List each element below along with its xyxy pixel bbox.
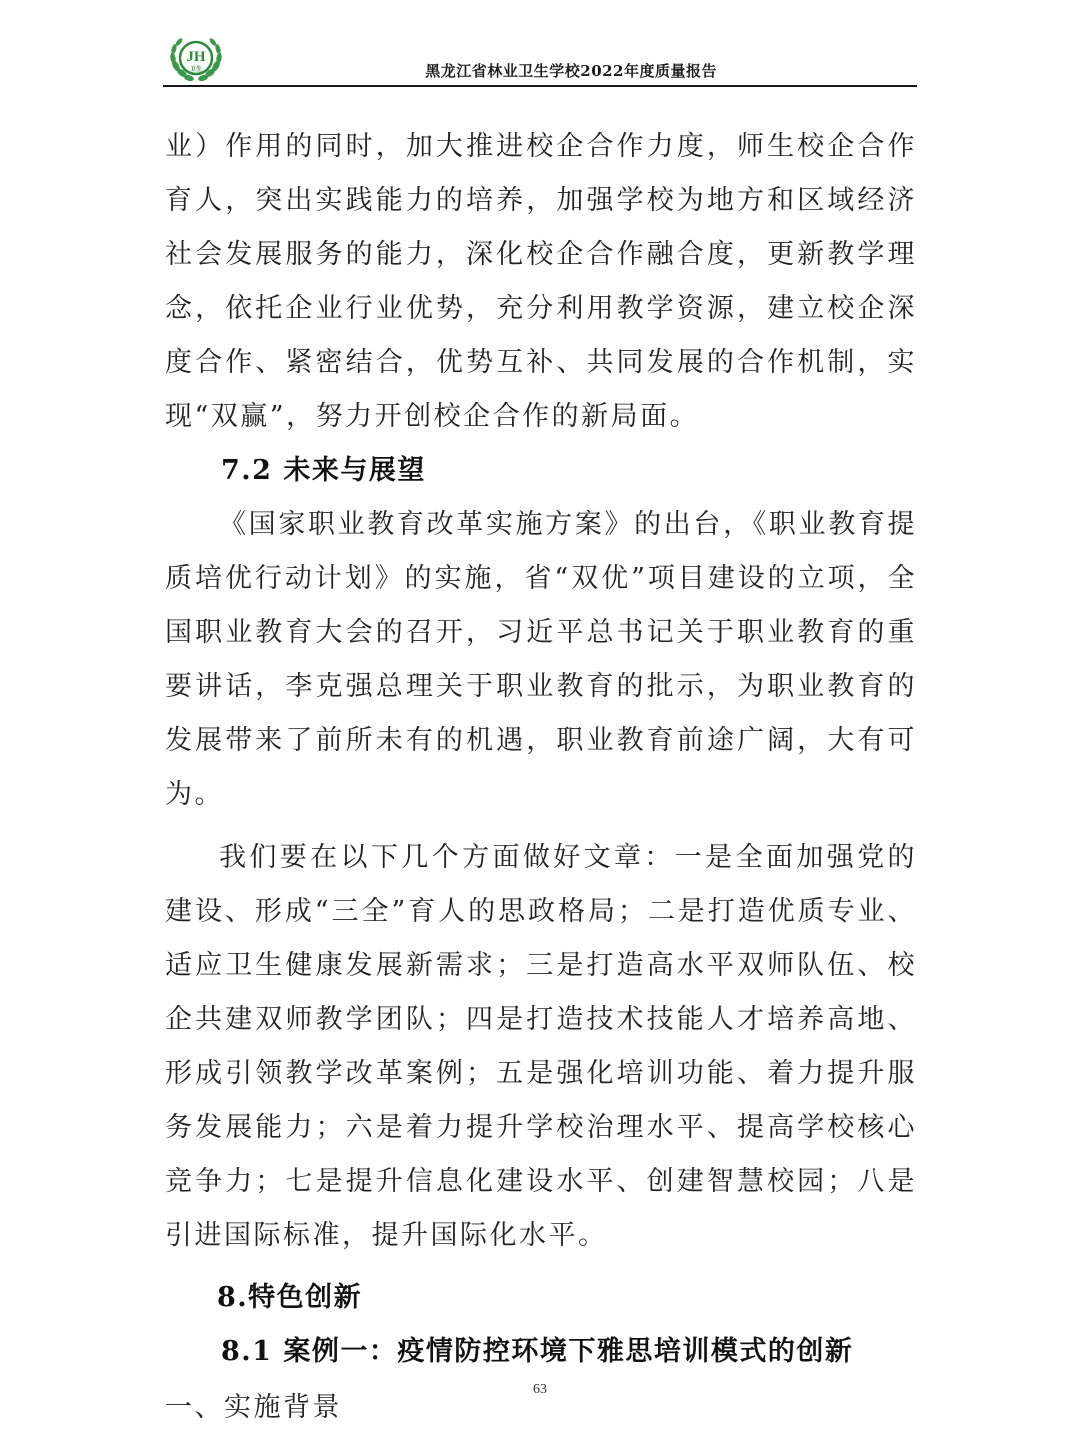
paragraph-school-enterprise: 业）作用的同时，加大推进校企合作力度，师生校企合作育人，突出实践能力的培养，加强学校为地方和区域经济社会发展服务的能力，深化校企合作融合度，更新教学理念，依托企业行业优势，充分利用教学资源，建立校企深度合作、紧密结合，优势互补、共同发展的合作机制，实现“双赢”，努力开创校企合作的新局面。	[165, 131, 917, 432]
paragraph-outlook: 《国家职业教育改革实施方案》的出台，《职业教育提质培优行动计划》的实施，省“双优”项目建设的立项，全国职业教育大会的召开，习近平总书记关于职业教育的重要讲话，李克强总理关于职业教育的批示，为职业教育的发展带来了前所未有的机遇，职业教育前途广阔，大有可为。	[165, 509, 917, 810]
report-title: 黑龙江省林业卫生学校2022年度质量报告	[425, 62, 717, 80]
subheading-background: 一、实施背景	[165, 1392, 342, 1423]
school-logo-emblem	[167, 32, 225, 86]
page-body	[165, 120, 917, 1435]
header-divider	[163, 85, 917, 87]
page-number: 63	[533, 1382, 547, 1397]
page-header	[163, 30, 917, 88]
section-heading-8: 8.特色创新	[217, 1282, 363, 1313]
section-heading-7-2: 7.2 未来与展望	[221, 455, 426, 486]
logo-monogram: JH	[186, 49, 206, 65]
logo-caption: 卫生	[189, 66, 203, 73]
paragraph-tasks: 我们要在以下几个方面做好文章：一是全面加强党的建设、形成“三全”育人的思政格局；二是打造优质专业、适应卫生健康发展新需求；三是打造高水平双师队伍、校企共建双师教学团队；四是打造技术技能人才培养高地、形成引领教学改革案例；五是强化培训功能、着力提升服务发展能力；六是着力提升学校治理水平、提高学校核心竞争力；七是提升信息化建设水平、创建智慧校园；八是引进国际标准，提升国际化水平。	[165, 842, 917, 1251]
section-heading-8-1: 8.1 案例一：疫情防控环境下雅思培训模式的创新	[221, 1336, 854, 1367]
school-logo	[167, 32, 225, 86]
